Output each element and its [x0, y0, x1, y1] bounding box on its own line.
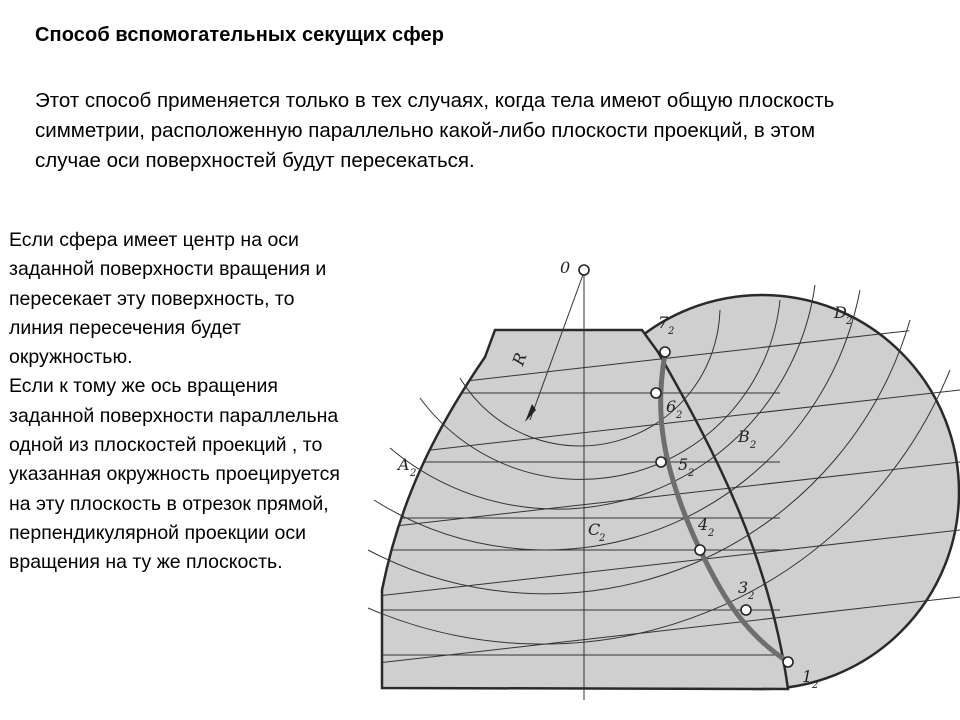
label-D-sub: 2: [846, 316, 853, 327]
point-O: [579, 265, 589, 275]
label-1-sub: 2: [812, 680, 819, 691]
label-A-sub: 2: [410, 468, 417, 479]
secant-spheres-drawing: [360, 230, 960, 710]
label-6: 6: [666, 397, 677, 416]
intro-paragraph: Этот способ применяется только в тех случаях, когда тела имеют общую плоскость симметрии, расположенную параллельно какой-либо плоскости проекций, в этом случае оси поверхностей будут пересекаться.: [35, 89, 835, 172]
label-4-sub: 2: [708, 528, 715, 539]
label-D: D: [834, 303, 847, 322]
point-1: [783, 657, 793, 667]
point-5: [656, 457, 666, 467]
label-4: 4: [698, 515, 709, 534]
label-O: 0: [560, 258, 571, 277]
side-paragraph-1: Если сфера имеет центр на оси заданной поверхности вращения и пересекает эту поверхность, то линия пересечения будет окружностью.: [9, 229, 327, 369]
label-C: C: [588, 520, 601, 539]
side-paragraph-2: Если к тому же ось вращения заданной поверхности параллельна одной из плоскостей проекций , то указанная окружность проецируется на эту плоскость в отрезок прямой, перпендикулярной проекции оси вращения на ту же плоскость.: [9, 375, 340, 574]
label-7: 7: [658, 313, 669, 332]
label-7-sub: 2: [668, 326, 675, 337]
side-text: [9, 226, 354, 578]
label-6-sub: 2: [676, 410, 683, 421]
point-3: [741, 605, 751, 615]
label-3: 3: [738, 578, 749, 597]
label-C-sub: 2: [599, 533, 606, 544]
label-B-sub: 2: [750, 440, 757, 451]
label-1: 1: [802, 667, 813, 686]
label-5: 5: [678, 455, 689, 474]
label-5-sub: 2: [688, 468, 695, 479]
label-R: R: [508, 350, 531, 368]
point-4: [695, 545, 705, 555]
slide-title: Способ вспомогательных секущих сфер: [35, 24, 445, 46]
label-B: B: [738, 427, 750, 446]
point-6: [651, 388, 661, 398]
label-A: A: [398, 455, 410, 474]
label-3-sub: 2: [748, 591, 755, 602]
point-7: [660, 347, 670, 357]
